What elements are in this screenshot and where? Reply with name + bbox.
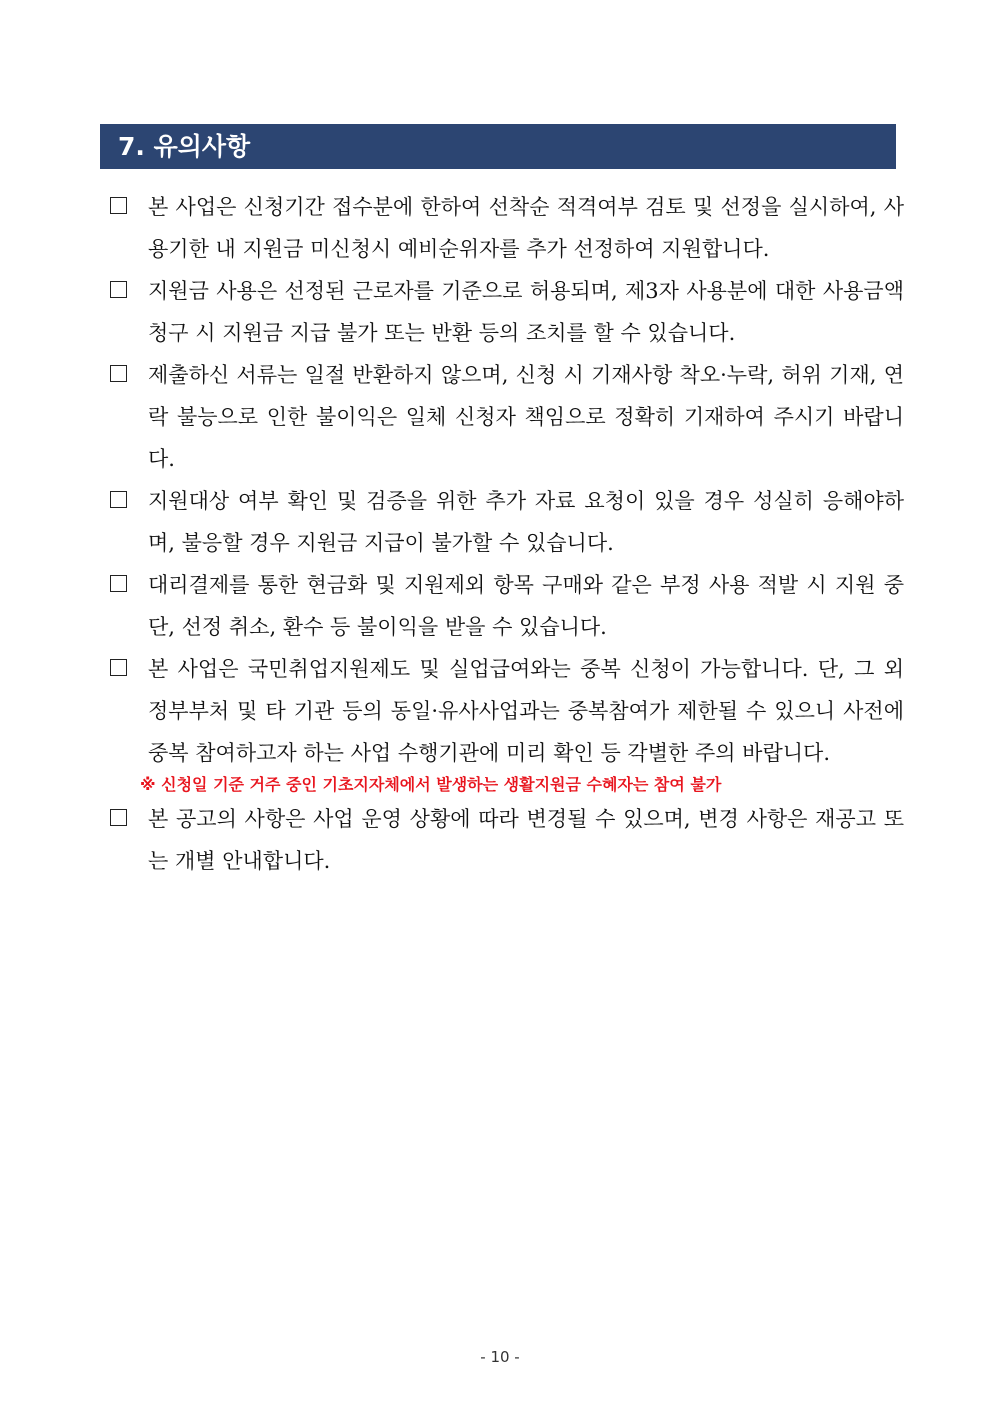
checkbox-icon (110, 365, 127, 382)
checkbox-icon (110, 281, 127, 298)
list-item (108, 798, 904, 882)
page-number: - 10 - (480, 1348, 520, 1366)
notice-list (108, 186, 904, 882)
list-item-text: 본 공고의 사항은 사업 운영 상황에 따라 변경될 수 있으며, 변경 사항은 재공고 또는 개별 안내합니다. (148, 807, 904, 873)
list-item (108, 480, 904, 564)
list-item-text: 대리결제를 통한 현금화 및 지원제외 항목 구매와 같은 부정 사용 적발 시 지원 중단, 선정 취소, 환수 등 불이익을 받을 수 있습니다. (148, 573, 904, 639)
list-item (108, 648, 904, 774)
warning-note: ※ 신청일 기준 거주 중인 기초지자체에서 발생하는 생활지원금 수혜자는 참여 불가 (140, 775, 722, 794)
list-item-text: 지원대상 여부 확인 및 검증을 위한 추가 자료 요청이 있을 경우 성실히 응해야하며, 불응할 경우 지원금 지급이 불가할 수 있습니다. (148, 489, 904, 555)
list-item (108, 270, 904, 354)
list-item-text: 본 사업은 신청기간 접수분에 한하여 선착순 적격여부 검토 및 선정을 실시하여, 사용기한 내 지원금 미신청시 예비순위자를 추가 선정하여 지원합니다. (148, 195, 904, 261)
checkbox-icon (110, 809, 127, 826)
checkbox-icon (110, 575, 127, 592)
list-item (108, 564, 904, 648)
list-item (108, 186, 904, 270)
list-item-text: 본 사업은 국민취업지원제도 및 실업급여와는 중복 신청이 가능합니다. 단, 그 외 정부부처 및 타 기관 등의 동일·유사사업과는 중복참여가 제한될 수 있으니 사전에 중복 참여하고자 하는 사업 수행기관에 미리 확인 등 각별한 주의 바랍니다. (148, 657, 904, 765)
list-item (108, 354, 904, 480)
section-title: 7. 유의사항 (100, 124, 896, 169)
list-item-text: 제출하신 서류는 일절 반환하지 않으며, 신청 시 기재사항 착오·누락, 허위 기재, 연락 불능으로 인한 불이익은 일체 신청자 책임으로 정확히 기재하여 주시기 바랍니다. (148, 363, 904, 471)
checkbox-icon (110, 659, 127, 676)
list-item-text: 지원금 사용은 선정된 근로자를 기준으로 허용되며, 제3자 사용분에 대한 사용금액 청구 시 지원금 지급 불가 또는 반환 등의 조치를 할 수 있습니다. (148, 279, 904, 345)
checkbox-icon (110, 491, 127, 508)
checkbox-icon (110, 197, 127, 214)
